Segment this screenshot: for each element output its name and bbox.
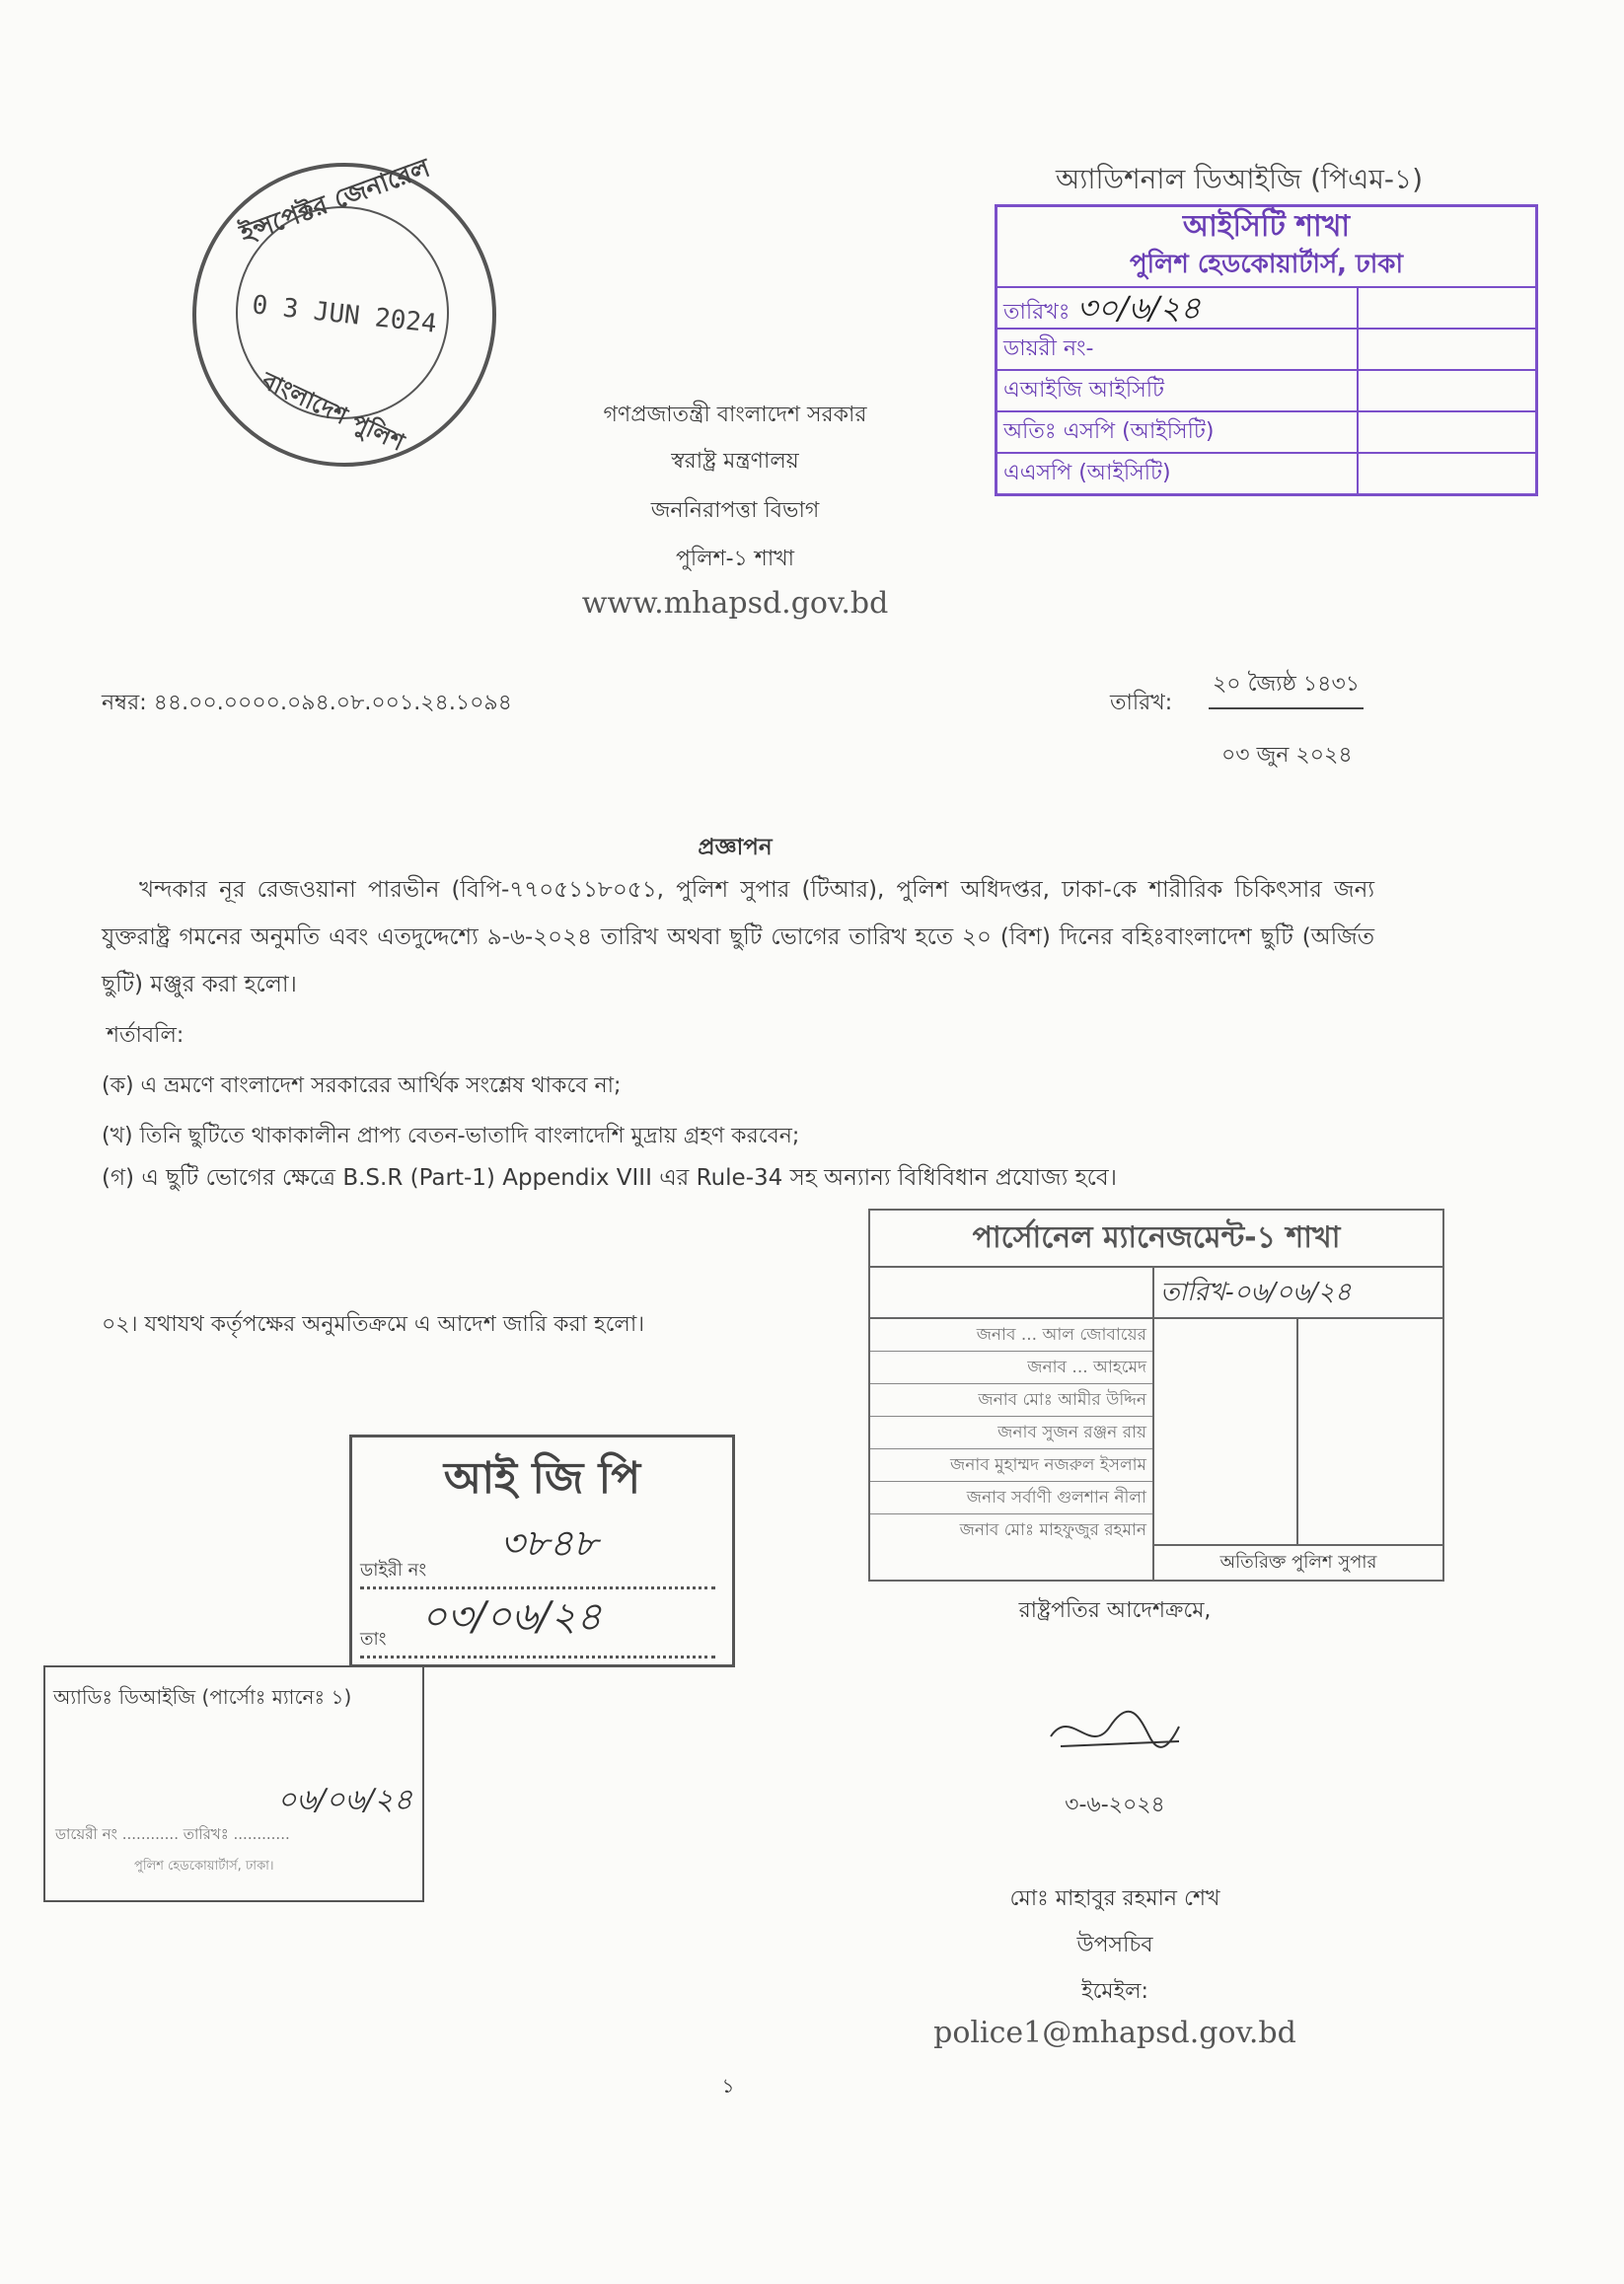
pm-name: জনাব সর্বাণী গুলশান নীলা (870, 1482, 1152, 1514)
date-english: ০৩ জুন ২০২৪ (1221, 743, 1353, 768)
pm-name: জনাব মোঃ মাহফুজুর রহমান (959, 1520, 1146, 1540)
header-ministry: স্বরাষ্ট্র মন্ত্রণালয় (671, 449, 799, 474)
personnel-management-stamp (868, 1209, 1444, 1582)
ict-stamp-title: আইসিটি শাখা (1182, 209, 1351, 244)
header-branch: পুলিশ-১ শাখা (675, 547, 795, 571)
date-bangla: ২০ জ্যৈষ্ঠ ১৪৩১ (1209, 667, 1364, 709)
ict-stamp-row (997, 288, 1535, 330)
condition-item: (খ) তিনি ছুটিতে থাকাকালীন প্রাপ্য বেতন-ভাতাদি বাংলাদেশি মুদ্রায় গ্রহণ করবেন; (102, 1124, 800, 1148)
seal-bottom-text: বাংলাদেশ পুলিশ (258, 366, 409, 457)
ict-stamp-row (997, 371, 1535, 412)
condition-item: (ক) এ ভ্রমণে বাংলাদেশ সরকারের আর্থিক সংশ্লেষ থাকবে না; (102, 1073, 622, 1098)
presidential-order: রাষ্ট্রপতির আদেশক্রমে, (1018, 1598, 1212, 1623)
seal-date: 0 3 JUN 2024 (251, 290, 438, 339)
addl-dig-stamp-text: অ্যাডিশনাল ডিআইজি (পিএম-১) (1056, 163, 1424, 195)
igp-date-value: ০৩/০৬/২৪ (421, 1594, 602, 1640)
ict-row-label: ডায়রী নং- (997, 330, 1359, 369)
adig-date-value: ০৬/০৬/২৪ (277, 1783, 413, 1817)
igp-date-label: তাং (360, 1625, 715, 1658)
header-website[interactable]: www.mhapsd.gov.bd (581, 586, 889, 621)
signature-icon (1041, 1697, 1189, 1766)
pm-name: জনাব ... আল জোবায়ের (870, 1319, 1152, 1352)
signatory-designation: উপসচিব (1076, 1933, 1153, 1957)
pm-name: জনাব ... আহমেদ (870, 1352, 1152, 1384)
pm-stamp-footer: অতিরিক্ত পুলিশ সুপার (1219, 1552, 1377, 1573)
conditions-heading: শর্তাবলি: (107, 1023, 185, 1048)
igp-stamp (349, 1435, 735, 1667)
pm-names-column (870, 1268, 1154, 1580)
ict-row-handwritten-date: ৩০/৬/২৪ (1076, 289, 1202, 327)
email-link[interactable]: police1@mhapsd.gov.bd (933, 2016, 1296, 2050)
pm-name: জনাব মোঃ আমীর উদ্দিন (870, 1384, 1152, 1417)
condition-item: (গ) এ ছুটি ভোগের ক্ষেত্রে B.S.R (Part-1) Appendix VIII এর Rule-34 সহ অন্যান্য বিধিবিধান প্রযোজ্য হবে। (102, 1165, 1117, 1191)
ict-stamp-row (997, 330, 1535, 371)
signature-date: ৩-৬-২০২৪ (1065, 1793, 1165, 1817)
ict-row-label: এআইজি আইসিটি (997, 371, 1359, 410)
igp-stamp-title: আই জি পি (443, 1453, 641, 1504)
ict-row-label: এএসপি (আইসিটি) (997, 454, 1359, 493)
pm-stamp-title: পার্সোনেল ম্যানেজমেন্ট-১ শাখা (870, 1211, 1442, 1268)
pm-stamp-date: তারিখ-০৬/০৬/২৪ (1154, 1268, 1442, 1319)
addl-dig-personnel-stamp (43, 1665, 424, 1902)
page-number: ১ (721, 2074, 735, 2098)
igp-diary-label: ডাইরী নং (360, 1556, 715, 1589)
seal-top-text: ইন্সপেক্টর জেনারেল (236, 153, 434, 250)
date-label: তারিখ: (1110, 691, 1173, 715)
ict-row-label: অতিঃ এসপি (আইসিটি) (997, 412, 1359, 452)
pm-name: জনাব সুজন রঞ্জন রায় (870, 1417, 1152, 1449)
signatory-name: মোঃ মাহাবুর রহমান শেখ (1009, 1886, 1220, 1911)
adig-stamp-footer: পুলিশ হেডকোয়ার্টার্স, ঢাকা। (134, 1859, 274, 1874)
header-government: গণপ্রজাতন্ত্রী বাংলাদেশ সরকার (603, 403, 867, 427)
notification-title: প্রজ্ঞাপন (698, 835, 773, 860)
ict-branch-stamp (995, 204, 1538, 496)
adig-diary-label: ডায়েরী নং ............ (55, 1825, 179, 1843)
ict-stamp-subtitle: পুলিশ হেডকোয়ার্টার্স, ঢাকা (1129, 250, 1404, 279)
ict-stamp-header (997, 207, 1535, 288)
ict-stamp-row (997, 454, 1535, 493)
ict-stamp-row (997, 412, 1535, 454)
adig-stamp-title: অ্যাডিঃ ডিআইজি (পার্সোঃ ম্যানেঃ ১) (53, 1685, 352, 1709)
email-label: ইমেইল: (1081, 1979, 1148, 2004)
adig-date-label: তারিখঃ ............ (183, 1825, 290, 1843)
inspector-general-seal (192, 153, 496, 467)
pm-name: জনাব মুহাম্মদ নজরুল ইসলাম (870, 1449, 1152, 1482)
memo-number: নম্বর: ৪৪.০০.০০০০.০৯৪.০৮.০০১.২৪.১০৯৪ (102, 691, 512, 715)
ict-row-label: তারিখঃ (1003, 300, 1070, 325)
header-division: জননিরাপত্তা বিভাগ (650, 498, 820, 523)
notification-paragraph: খন্দকার নূর রেজওয়ানা পারভীন (বিপি-৭৭০৫১১৮০৫১, পুলিশ সুপার (টিআর), পুলিশ অধিদপ্তর, ঢাকা-কে শারীরিক চিকিৎসার জন্য যুক্তরাষ্ট্র গমনের অনুমতি এবং এতদুদ্দেশ্যে ৯-৬-২০২৪ তারিখ অথবা ছুটি ভোগের তারিখ হতে ২০ (বিশ) দিনের বহিঃবাংলাদেশ ছুটি (অর্জিত ছুটি) মঞ্জুর করা হলো। (102, 877, 1374, 997)
clause-2: ০২। যথাযথ কর্তৃপক্ষের অনুমতিক্রমে এ আদেশ জারি করা হলো। (102, 1312, 645, 1337)
igp-diary-value: ৩৮৪৮ (500, 1521, 598, 1565)
